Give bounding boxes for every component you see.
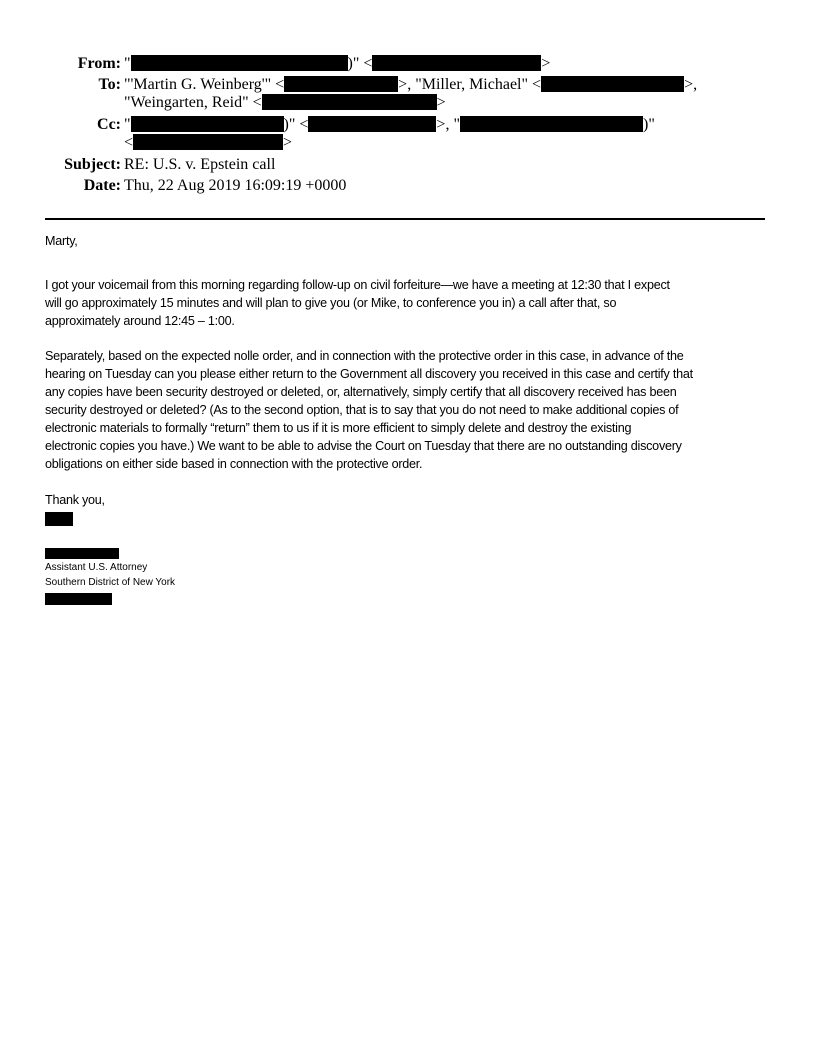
text-line: obligations on either side based in connection with the protective order. (45, 457, 423, 471)
text-line: security destroyed or deleted? (As to the second option, that is to say that you do not need to make additional copies of (45, 403, 679, 417)
subject-label: Subject: (64, 156, 121, 173)
redaction (45, 512, 73, 526)
redaction (308, 116, 436, 132)
greeting (45, 232, 78, 250)
subject-value: RE: U.S. v. Epstein call (124, 156, 276, 173)
from-text: )" < (347, 55, 373, 72)
redaction (133, 134, 283, 150)
text-line: I got your voicemail from this morning regarding follow-up on civil forfeiture—we have a meeting at 12:30 that I expect (45, 278, 670, 292)
text-line: approximately around 12:45 – 1:00. (45, 314, 235, 328)
signature-title: Assistant U.S. Attorney (45, 562, 148, 573)
paragraph-2 (45, 347, 693, 473)
redaction (45, 593, 112, 605)
to-label: To: (98, 76, 121, 93)
greeting-text: Marty, (45, 234, 78, 248)
redaction (131, 55, 348, 71)
from-line (0, 55, 550, 73)
to-text: >, "Miller, Michael" < (398, 76, 542, 93)
redaction (284, 76, 398, 92)
text-line: will go approximately 15 minutes and will plan to give you (or Mike, to conference you in) a call after that, so (45, 296, 617, 310)
redaction (131, 116, 284, 132)
from-text: " (124, 55, 131, 72)
cc-label: Cc: (97, 116, 121, 133)
redaction (45, 548, 119, 559)
signature-office: Southern District of New York (45, 577, 176, 588)
subject-line (0, 156, 275, 174)
cc-text: )" < (283, 116, 309, 133)
redaction (372, 55, 541, 71)
to-text: >, (684, 76, 698, 93)
closing (45, 491, 105, 509)
date-value: Thu, 22 Aug 2019 16:09:19 +0000 (124, 177, 347, 194)
redaction (541, 76, 684, 92)
to-text: "'Martin G. Weinberg'" < (124, 76, 285, 93)
date-line (0, 177, 346, 195)
from-text: > (541, 55, 551, 72)
cc-text: < (124, 134, 134, 151)
to-line (0, 76, 697, 94)
closing-text: Thank you, (45, 493, 105, 507)
cc-text: " (124, 116, 131, 133)
to-text: "Weingarten, Reid" < (124, 94, 262, 111)
paragraph-1 (45, 276, 670, 330)
text-line: Separately, based on the expected nolle order, and in connection with the protective order in this case, in advance of the (45, 349, 684, 363)
redaction (262, 94, 437, 110)
header-divider (45, 218, 765, 220)
to-line-2 (0, 94, 446, 112)
cc-line-2 (0, 134, 292, 152)
text-line: hearing on Tuesday can you please either return to the Government all discovery you received in this case and certify that (45, 367, 693, 381)
text-line: any copies have been security destroyed or deleted, or, alternatively, simply certify that all discovery received has been (45, 385, 677, 399)
redaction (460, 116, 643, 132)
text-line: electronic copies you have.) We want to be able to advise the Court on Tuesday that there are no outstanding discovery (45, 439, 682, 453)
date-label: Date: (83, 177, 121, 194)
cc-text: >, " (436, 116, 460, 133)
cc-line (0, 116, 655, 134)
to-text: > (436, 94, 446, 111)
cc-text: )" (642, 116, 655, 133)
from-label: From: (77, 55, 121, 72)
text-line: electronic materials to formally “return” them to us if it is more efficient to simply delete and destroy the existing (45, 421, 632, 435)
cc-text: > (283, 134, 293, 151)
